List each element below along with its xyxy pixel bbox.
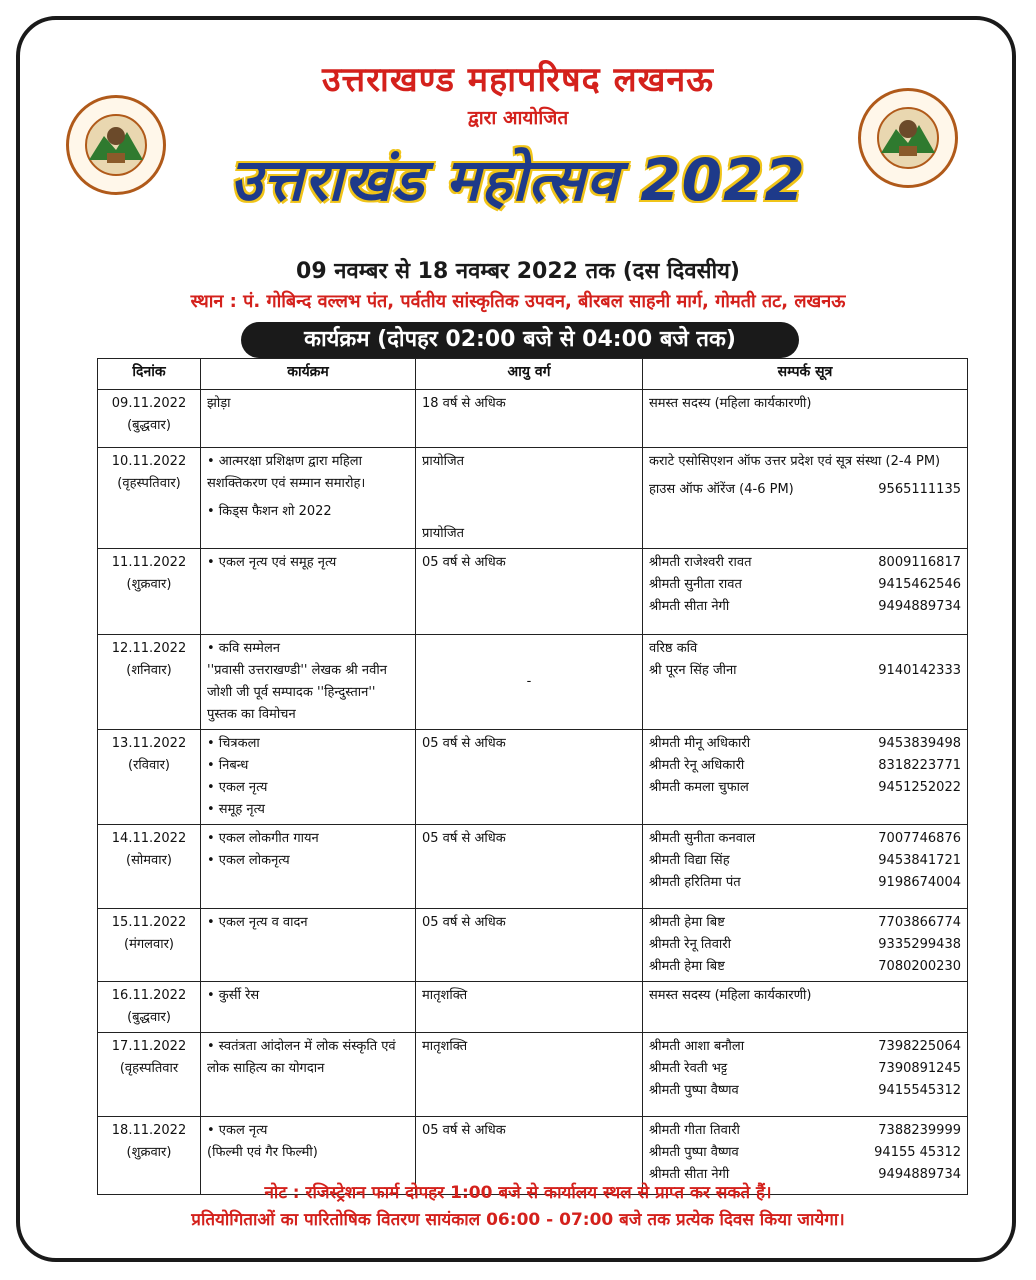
table-row — [98, 390, 968, 448]
row-contacts-cell — [643, 635, 968, 730]
contact-phone: 8009116817 — [878, 555, 961, 570]
row-date: 10.11.2022 — [111, 454, 187, 469]
contact-phone: 7703866774 — [878, 915, 961, 930]
contact-phone: 9415545312 — [878, 1083, 961, 1098]
age-item: प्रायोजित — [422, 526, 465, 541]
table-row — [98, 909, 968, 982]
row-date-cell — [98, 549, 201, 635]
row-events-cell — [201, 390, 416, 448]
event-item: • समूह नृत्य — [207, 802, 265, 817]
row-date: 15.11.2022 — [111, 915, 187, 930]
row-date: 12.11.2022 — [111, 641, 187, 656]
contact-name: श्रीमती विद्या सिंह — [649, 853, 730, 868]
row-contacts-cell — [643, 549, 968, 635]
contact-name: श्रीमती सुनीता कनवाल — [649, 831, 756, 846]
row-events-cell — [201, 982, 416, 1033]
event-item: • एकल नृत्य — [207, 780, 268, 795]
row-contacts-cell — [643, 825, 968, 909]
contact-line — [649, 552, 961, 574]
contact-line — [649, 985, 961, 1007]
age-item: 05 वर्ष से अधिक — [422, 915, 506, 930]
contact-line — [649, 934, 961, 956]
note-prizes: प्रतियोगिताओं का पारितोषिक वितरण सायंकाल 06:00 - 07:00 बजे तक प्रत्येक दिवस किया जायेगा। — [191, 1210, 845, 1230]
contact-line — [649, 872, 961, 894]
table-row — [98, 549, 968, 635]
row-age-cell — [416, 549, 643, 635]
festival-title: उत्तराखंड महोत्सव 2022 — [230, 146, 806, 214]
row-day: (रविवार) — [128, 758, 170, 773]
row-date-cell — [98, 448, 201, 549]
row-date-cell — [98, 730, 201, 825]
row-age-cell — [416, 825, 643, 909]
age-item: 18 वर्ष से अधिक — [422, 396, 506, 411]
contact-phone: 94155 45312 — [874, 1145, 961, 1160]
row-date-cell — [98, 909, 201, 982]
age-item: - — [526, 674, 532, 689]
table-row — [98, 825, 968, 909]
event-dates: 09 नवम्बर से 18 नवम्बर 2022 तक (दस दिवसीय) — [296, 259, 740, 284]
contact-name: श्रीमती गीता तिवारी — [649, 1123, 740, 1138]
contact-name: श्रीमती हेमा बिष्ट — [649, 959, 725, 974]
contact-line — [649, 1120, 961, 1142]
row-age-cell — [416, 1033, 643, 1117]
row-date: 17.11.2022 — [111, 1039, 187, 1054]
program-time-banner: कार्यक्रम (दोपहर 02:00 बजे से 04:00 बजे तक) — [241, 322, 799, 358]
contact-line — [649, 1142, 961, 1164]
row-contacts-cell — [643, 730, 968, 825]
event-item: • एकल नृत्य एवं समूह नृत्य — [207, 555, 337, 570]
contact-name: श्रीमती पुष्पा वैष्णव — [649, 1145, 739, 1160]
table-row — [98, 635, 968, 730]
event-item: • किड्स फैशन शो 2022 — [207, 504, 332, 519]
row-contacts-cell — [643, 390, 968, 448]
row-day: (बुद्धवार) — [127, 1010, 171, 1025]
row-events-cell — [201, 909, 416, 982]
row-day: (बुद्धवार) — [127, 418, 171, 433]
row-day: (शुक्रवार) — [126, 1145, 172, 1160]
age-item: 05 वर्ष से अधिक — [422, 736, 506, 751]
contact-name: श्रीमती सुनीता रावत — [649, 577, 742, 592]
contact-line — [649, 912, 961, 934]
organised-by: द्वारा आयोजित — [467, 107, 569, 129]
event-item: (फिल्मी एवं गैर फिल्मी) — [207, 1145, 318, 1160]
row-events-cell — [201, 549, 416, 635]
contact-line — [649, 828, 961, 850]
age-item: मातृशक्ति — [422, 988, 468, 1003]
row-date: 18.11.2022 — [111, 1123, 187, 1138]
contact-name: वरिष्ठ कवि — [649, 641, 698, 656]
age-item: मातृशक्ति — [422, 1039, 468, 1054]
event-item: • एकल नृत्य व वादन — [207, 915, 308, 930]
contact-line — [649, 755, 961, 777]
table-row — [98, 1033, 968, 1117]
contact-name: श्रीमती हेमा बिष्ट — [649, 915, 725, 930]
age-item: 05 वर्ष से अधिक — [422, 1123, 506, 1138]
row-date-cell — [98, 982, 201, 1033]
table-row — [98, 730, 968, 825]
contact-phone: 9198674004 — [878, 875, 961, 890]
contact-phone: 7080200230 — [878, 959, 961, 974]
venue: स्थान : पं. गोबिन्द वल्लभ पंत, पर्वतीय सांस्कृतिक उपवन, बीरबल साहनी मार्ग, गोमती तट, लखनऊ — [190, 291, 846, 312]
contact-phone: 9415462546 — [878, 577, 961, 592]
contact-name: श्रीमती कमला चुफाल — [649, 780, 749, 795]
contact-phone: 9494889734 — [878, 599, 961, 614]
event-item: ''प्रवासी उत्तराखण्डी'' लेखक श्री नवीन जोशी जी पूर्व सम्पादक ''हिन्दुस्तान'' पुस्तक का विमोचन — [207, 663, 387, 722]
contact-name: श्रीमती मीनू अधिकारी — [649, 736, 751, 751]
event-item: • कवि सम्मेलन — [207, 641, 280, 656]
row-day: (वृहस्पतिवार) — [117, 476, 181, 491]
event-item: • एकल नृत्य — [207, 1123, 268, 1138]
contact-phone: 9565111135 — [878, 482, 961, 497]
row-date-cell — [98, 825, 201, 909]
contact-phone: 9494889734 — [878, 1167, 961, 1182]
row-date: 11.11.2022 — [111, 555, 187, 570]
contact-phone: 9335299438 — [878, 937, 961, 952]
row-date-cell — [98, 390, 201, 448]
contact-name: हाउस ऑफ ऑरेंज (4-6 PM) — [649, 482, 794, 497]
contact-name: श्रीमती हरितिमा पंत — [649, 875, 741, 890]
contact-name: कराटे एसोसिएशन ऑफ उत्तर प्रदेश एवं सूत्र संस्था (2-4 PM) — [649, 454, 941, 469]
header-age: आयु वर्ग — [416, 359, 643, 390]
contact-phone: 9453841721 — [878, 853, 961, 868]
row-age-cell — [416, 448, 643, 549]
row-age-cell — [416, 909, 643, 982]
header-program: कार्यक्रम — [201, 359, 416, 390]
row-day: (शुक्रवार) — [126, 577, 172, 592]
event-item: • एकल लोकगीत गायन — [207, 831, 319, 846]
event-item: • निबन्ध — [207, 758, 249, 773]
contact-phone: 9451252022 — [878, 780, 961, 795]
contact-name: श्री पूरन सिंह जीना — [649, 663, 737, 678]
event-item: • कुर्सी रेस — [207, 988, 260, 1003]
contact-phone: 9140142333 — [878, 663, 961, 678]
event-item: • आत्मरक्षा प्रशिक्षण द्वारा महिला सशक्तिकरण एवं सम्मान समारोह। — [207, 454, 366, 491]
contact-line — [649, 1036, 961, 1058]
row-day: (वृहस्पतिवार — [119, 1061, 179, 1076]
note-registration: नोट : रजिस्ट्रेशन फार्म दोपहर 1:00 बजे से कार्यालय स्थल से प्राप्त कर सकते हैं। — [264, 1183, 772, 1203]
row-contacts-cell — [643, 909, 968, 982]
contact-name: श्रीमती पुष्पा वैष्णव — [649, 1083, 739, 1098]
contact-phone: 7390891245 — [878, 1061, 961, 1076]
row-events-cell — [201, 730, 416, 825]
row-day: (मंगलवार) — [124, 937, 174, 952]
row-day: (सोमवार) — [126, 853, 172, 868]
contact-line — [649, 850, 961, 872]
row-events-cell — [201, 448, 416, 549]
table-row — [98, 982, 968, 1033]
contact-line — [649, 1058, 961, 1080]
age-item: 05 वर्ष से अधिक — [422, 555, 506, 570]
table-header-row — [98, 359, 968, 390]
age-item: 05 वर्ष से अधिक — [422, 831, 506, 846]
contact-line — [649, 638, 961, 660]
contact-name: श्रीमती आशा बनौला — [649, 1039, 745, 1054]
row-contacts-cell — [643, 1033, 968, 1117]
event-item: • एकल लोकनृत्य — [207, 853, 290, 868]
row-events-cell — [201, 635, 416, 730]
contact-name: समस्त सदस्य (महिला कार्यकारणी) — [649, 396, 812, 411]
event-item: झोड़ा — [207, 396, 231, 411]
contact-name: समस्त सदस्य (महिला कार्यकारणी) — [649, 988, 812, 1003]
organisation-title: उत्तराखण्ड महापरिषद लखनऊ — [321, 60, 714, 100]
contact-phone: 8318223771 — [878, 758, 961, 773]
contact-line — [649, 596, 961, 618]
contact-name: श्रीमती रेवती भट्ट — [649, 1061, 728, 1076]
row-age-cell — [416, 730, 643, 825]
contact-line — [649, 660, 961, 682]
row-date: 09.11.2022 — [111, 396, 187, 411]
contact-name: श्रीमती रेनू तिवारी — [649, 937, 731, 952]
row-age-cell — [416, 390, 643, 448]
row-date: 16.11.2022 — [111, 988, 187, 1003]
contact-line — [649, 733, 961, 755]
row-age-cell — [416, 635, 643, 730]
row-contacts-cell — [643, 448, 968, 549]
row-events-cell — [201, 1033, 416, 1117]
contact-line — [649, 479, 961, 501]
header-contact: सम्पर्क सूत्र — [643, 359, 968, 390]
contact-line — [649, 451, 961, 473]
contact-line — [649, 393, 961, 415]
contact-phone: 7007746876 — [878, 831, 961, 846]
row-events-cell — [201, 825, 416, 909]
contact-name: श्रीमती रेनू अधिकारी — [649, 758, 745, 773]
contact-phone: 7398225064 — [878, 1039, 961, 1054]
row-day: (शनिवार) — [126, 663, 172, 678]
row-date: 13.11.2022 — [111, 736, 187, 751]
header-date: दिनांक — [98, 359, 201, 390]
table-row — [98, 448, 968, 549]
row-age-cell — [416, 982, 643, 1033]
row-date-cell — [98, 635, 201, 730]
row-date-cell — [98, 1033, 201, 1117]
contact-line — [649, 574, 961, 596]
contact-name: श्रीमती सीता नेगी — [649, 599, 730, 614]
age-item: प्रायोजित — [422, 454, 465, 469]
contact-line — [649, 1080, 961, 1102]
contact-phone: 9453839498 — [878, 736, 961, 751]
event-item: • स्वतंत्रता आंदोलन में लोक संस्कृति एवं लोक साहित्य का योगदान — [207, 1039, 396, 1076]
contact-line — [649, 777, 961, 799]
row-contacts-cell — [643, 982, 968, 1033]
contact-phone: 7388239999 — [878, 1123, 961, 1138]
contact-name: श्रीमती सीता नेगी — [649, 1167, 730, 1182]
contact-line — [649, 956, 961, 978]
contact-name: श्रीमती राजेश्वरी रावत — [649, 555, 752, 570]
schedule-table — [97, 358, 968, 1195]
event-item: • चित्रकला — [207, 736, 260, 751]
row-date: 14.11.2022 — [111, 831, 187, 846]
